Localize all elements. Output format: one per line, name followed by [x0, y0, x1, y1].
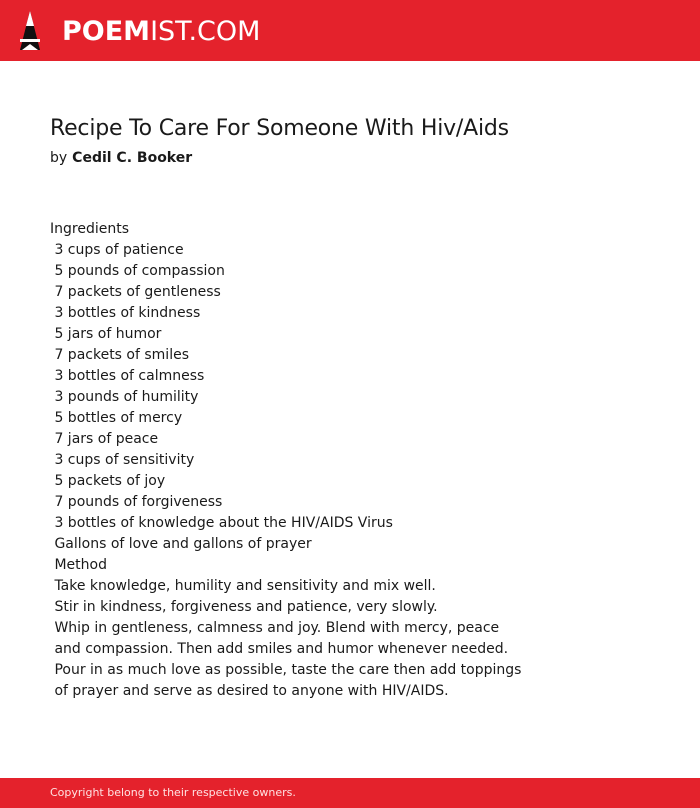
poem-line: 7 pounds of forgiveness	[50, 494, 223, 510]
poem-line: 7 packets of gentleness	[50, 284, 221, 300]
poem-body	[50, 219, 670, 702]
poem-line: 5 bottles of mercy	[50, 410, 183, 426]
poem-line: and compassion. Then add smiles and humor whenever needed.	[50, 641, 509, 657]
site-logo-text	[62, 15, 261, 47]
poem-line: Method	[50, 557, 107, 573]
poem-line: Stir in kindness, forgiveness and patience, very slowly.	[50, 599, 438, 615]
poem-line: 7 jars of peace	[50, 431, 159, 447]
poem-line: 7 packets of smiles	[50, 347, 189, 363]
poem-line: 3 bottles of calmness	[50, 368, 205, 384]
poem-line: Pour in as much love as possible, taste the care then add toppings	[50, 662, 522, 678]
poem-line: Take knowledge, humility and sensitivity and mix well.	[50, 578, 436, 594]
byline	[50, 150, 192, 166]
poem-line: Ingredients	[50, 221, 129, 237]
logo-text-light: IST.COM	[150, 15, 261, 47]
poem-line: 5 jars of humor	[50, 326, 162, 342]
by-label: by	[50, 150, 68, 166]
poem-line: of prayer and serve as desired to anyone with HIV/AIDS.	[50, 683, 449, 699]
site-footer	[0, 778, 700, 808]
poem-line: 3 cups of sensitivity	[50, 452, 195, 468]
poem-line: 5 packets of joy	[50, 473, 166, 489]
copyright-text: Copyright belong to their respective owners.	[50, 786, 296, 799]
poem-line: 3 pounds of humility	[50, 389, 199, 405]
author-name[interactable]: Cedil C. Booker	[72, 150, 193, 166]
logo-text-bold: POEM	[62, 15, 151, 47]
poem-line: 3 bottles of kindness	[50, 305, 201, 321]
poem-title: Recipe To Care For Someone With Hiv/Aids	[50, 116, 509, 141]
site-logo-link[interactable]	[18, 10, 260, 52]
poem-line: 3 bottles of knowledge about the HIV/AIDS Virus	[50, 515, 393, 531]
poem-line: 3 cups of patience	[50, 242, 184, 258]
pen-nib-icon	[18, 10, 42, 52]
site-header	[0, 0, 700, 61]
poem-line: Gallons of love and gallons of prayer	[50, 536, 312, 552]
poem-line: Whip in gentleness, calmness and joy. Blend with mercy, peace	[50, 620, 500, 636]
poem-line: 5 pounds of compassion	[50, 263, 225, 279]
